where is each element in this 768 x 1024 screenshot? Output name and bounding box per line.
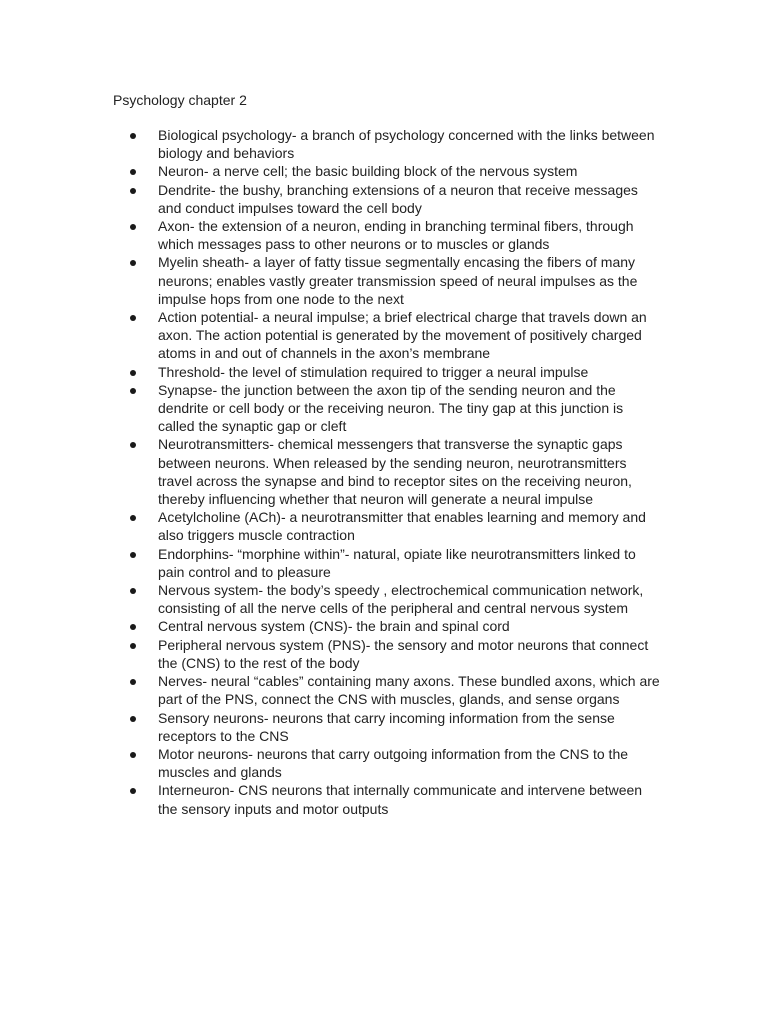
term-definition: Sensory neurons- neurons that carry incoming information from the sense receptors to the CNS	[158, 709, 615, 744]
list-item	[130, 672, 660, 708]
list-item	[130, 636, 660, 672]
list-item	[130, 545, 660, 581]
bullet-icon	[130, 370, 136, 376]
term-definition: Acetylcholine (ACh)- a neurotransmitter that enables learning and memory and also triggers muscle contraction	[158, 509, 646, 544]
bullet-icon	[130, 224, 136, 230]
term-definition: Biological psychology- a branch of psychology concerned with the links between biology and behaviors	[158, 127, 655, 162]
bullet-icon	[130, 643, 136, 649]
bullet-icon	[130, 260, 136, 266]
list-item	[130, 308, 660, 363]
list-item	[130, 162, 660, 180]
list-item	[130, 217, 660, 253]
bullet-icon	[130, 624, 136, 630]
term-definition: Peripheral nervous system (PNS)- the sensory and motor neurons that connect the (CNS) to the rest of the body	[158, 636, 649, 671]
bullet-icon	[130, 752, 136, 758]
term-definition: Axon- the extension of a neuron, ending in branching terminal fibers, through which messages pass to other neurons or to muscles or glands	[158, 218, 634, 253]
bullet-icon	[130, 169, 136, 175]
bullet-icon	[130, 552, 136, 558]
list-item	[130, 126, 660, 162]
bullet-icon	[130, 679, 136, 685]
bullet-icon	[130, 188, 136, 194]
bullet-icon	[130, 588, 136, 594]
list-item	[130, 363, 660, 381]
list-item	[130, 709, 660, 745]
term-definition: Neuron- a nerve cell; the basic building block of the nervous system	[158, 163, 578, 180]
term-definition: Dendrite- the bushy, branching extensions of a neuron that receive messages and conduct impulses toward the cell body	[158, 181, 638, 216]
term-definition: Nervous system- the body’s speedy , electrochemical communication network, consisting of all the nerve cells of the peripheral and central nervous system	[158, 582, 644, 617]
list-item	[130, 781, 660, 817]
list-item	[130, 253, 660, 308]
list-item	[130, 508, 660, 544]
term-definition: Interneuron- CNS neurons that internally communicate and intervene between the sensory inputs and motor outputs	[158, 782, 643, 817]
term-definition: Endorphins- “morphine within”- natural, opiate like neurotransmitters linked to pain control and to pleasure	[158, 545, 636, 580]
bullet-icon	[130, 716, 136, 722]
bullet-icon	[130, 515, 136, 521]
bullet-icon	[130, 315, 136, 321]
term-definition: Neurotransmitters- chemical messengers that transverse the synaptic gaps between neurons. When released by the sending neuron, neurotransmitters travel across the synapse and bind to receptor sites on the receiving neuron, thereby influencing whether that neuron will generate a neural impulse	[158, 436, 632, 508]
term-definition: Threshold- the level of stimulation required to trigger a neural impulse	[158, 363, 589, 380]
list-item	[130, 435, 660, 508]
term-definition: Motor neurons- neurons that carry outgoing information from the CNS to the muscles and glands	[158, 745, 629, 781]
bullet-icon	[130, 788, 136, 794]
bullet-icon	[130, 442, 136, 448]
term-definition: Nerves- neural “cables” containing many axons. These bundled axons, which are part of the PNS, connect the CNS with muscles, glands, and sense organs	[158, 673, 660, 708]
bullet-icon	[130, 388, 136, 394]
page-title: Psychology chapter 2	[113, 92, 247, 108]
term-definition: Synapse- the junction between the axon tip of the sending neuron and the dendrite or cell body or the receiving neuron. The tiny gap at this junction is called the synaptic gap or cleft	[158, 381, 624, 435]
term-definition: Central nervous system (CNS)- the brain and spinal cord	[158, 618, 510, 635]
bullet-icon	[130, 133, 136, 139]
term-definition: Action potential- a neural impulse; a brief electrical charge that travels down an axon. The action potential is generated by the movement of positively charged atoms in and out of channels in the axon’s membrane	[158, 309, 647, 362]
term-definition: Myelin sheath- a layer of fatty tissue segmentally encasing the fibers of many neurons; enables vastly greater transmission speed of neural impulses as the impulse hops from one node to the next	[158, 254, 638, 307]
list-item	[130, 617, 660, 635]
term-list	[130, 126, 660, 818]
list-item	[130, 581, 660, 617]
list-item	[130, 381, 660, 436]
list-item	[130, 181, 660, 217]
list-item	[130, 745, 660, 781]
